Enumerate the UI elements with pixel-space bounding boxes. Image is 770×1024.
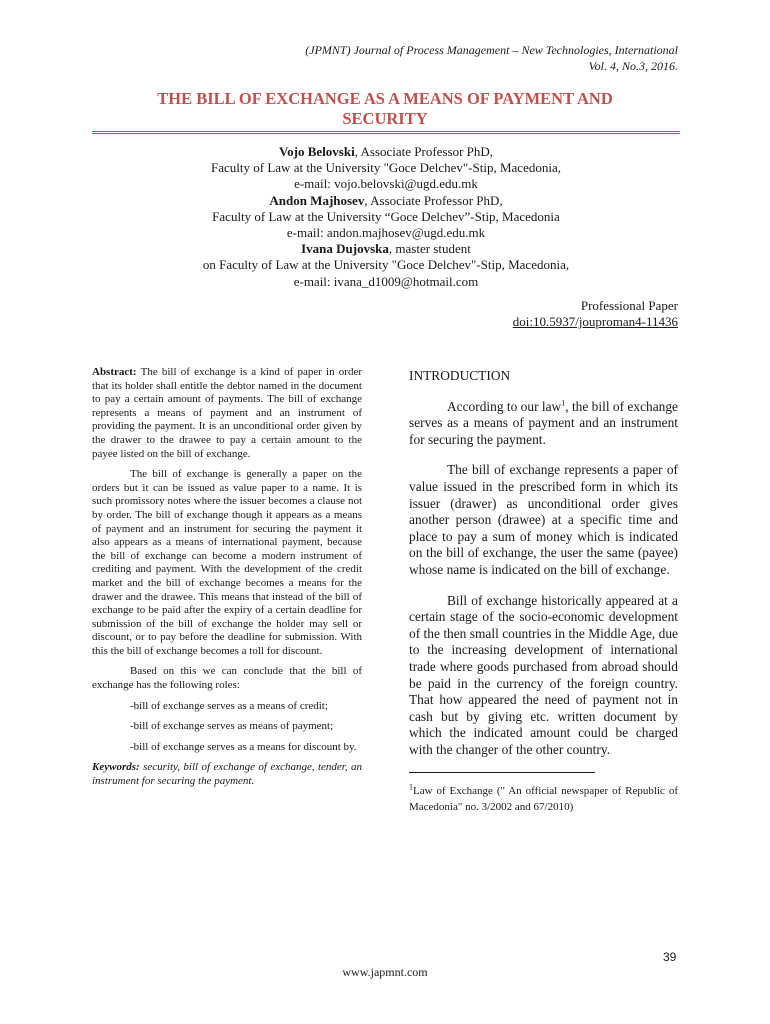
author-email: e-mail: ivana_d1009@hotmail.com xyxy=(293,273,479,289)
author-affiliation: Faculty of Law at the University “Goce Delchev”-Stip, Macedonia xyxy=(212,208,560,224)
author-name: Andon Majhosev xyxy=(269,192,365,208)
author-role: , master student xyxy=(388,241,471,257)
author-line xyxy=(92,144,680,160)
role-item: -bill of exchange serves as a means of credit; xyxy=(130,699,328,712)
intro-text: , the bill of exchange serves as a means of payment and an instrument for securing the payment. xyxy=(409,398,678,447)
footnote-mark: 1 xyxy=(409,782,413,792)
intro-paragraph-1 xyxy=(409,399,678,449)
paper-title xyxy=(90,89,680,129)
abstract-paragraph-3: Based on this we can conclude that the bill of exchange has the following roles: xyxy=(92,665,362,692)
website-link[interactable]: www.japmnt.com xyxy=(342,965,428,979)
role-item: -bill of exchange serves as a means for discount by. xyxy=(130,740,357,753)
intro-paragraph-3: Bill of exchange historically appeared at a certain stage of the socio-economic development of the then small countries in the Middle Age, due to the increasing development of international trade where goods purchased from abroad should be paid in the currency of the foreign country. That how appeared the need of payment not in cash but by giving etc. written document by which the indicated amount could be charged with the changer of the other country. xyxy=(409,592,678,757)
paper-type: Professional Paper xyxy=(580,298,678,313)
author-affiliation: Faculty of Law at the University "Goce Delchev"-Stip, Macedonia, xyxy=(211,160,561,176)
author-name: Vojo Belovski xyxy=(278,144,355,159)
footnote-divider xyxy=(409,772,595,773)
footnote-text: Law of Exchange (" An official newspaper of Republic of Macedonia" no. 3/2002 and 67/2010) xyxy=(409,785,678,814)
abstract-paragraph xyxy=(92,366,362,461)
doi-link[interactable]: doi:10.5937/jouproman4-11436 xyxy=(512,314,678,329)
title-line-1: THE BILL OF EXCHANGE AS A MEANS OF PAYMENT AND xyxy=(157,89,613,108)
page-number: 39 xyxy=(663,950,677,964)
running-header xyxy=(305,42,678,74)
keywords-text: security, bill of exchange of exchange, tender, an instrument for securing the payment. xyxy=(92,761,363,788)
abstract-label: Abstract: xyxy=(92,366,137,378)
title-line-2: SECURITY xyxy=(342,109,428,128)
abstract-column xyxy=(92,366,362,796)
author-role: , Associate Professor PhD, xyxy=(364,192,503,208)
author-name: Ivana Dujovska xyxy=(301,241,389,257)
author-role: , Associate Professor PhD, xyxy=(354,144,494,159)
title-divider xyxy=(92,131,680,134)
intro-text: According to our law xyxy=(447,398,562,414)
journal-line: (JPMNT) Journal of Process Management – New Technologies, International xyxy=(305,43,678,57)
paper-meta xyxy=(513,298,678,330)
introduction-column xyxy=(409,368,678,815)
keywords xyxy=(92,761,362,788)
role-item: -bill of exchange serves as means of payment; xyxy=(130,720,334,733)
intro-paragraph-2: The bill of exchange represents a paper of value issued in the prescribed form in which its issuer (drawer) as unconditional order gives another person (drawee) at a specific time and place to pay a sum of money which is indicated on the bill of exchange, the user the same (payee) whose name is indicated on the bill of exchange. xyxy=(409,462,678,577)
keywords-label: Keywords: xyxy=(92,761,140,774)
author-affiliation: on Faculty of Law at the University "Goce Delchev"-Stip, Macedonia, xyxy=(202,257,570,273)
footnote-ref[interactable]: 1 xyxy=(561,398,566,408)
author-line xyxy=(92,241,680,257)
footnote xyxy=(409,783,678,815)
author-email: e-mail: vojo.belovski@ugd.edu.mk xyxy=(294,176,478,192)
author-line xyxy=(92,193,680,209)
author-block xyxy=(92,144,680,290)
section-heading: INTRODUCTION xyxy=(409,368,511,383)
author-email: e-mail: andon.majhosev@ugd.edu.mk xyxy=(286,225,486,241)
volume-line: Vol. 4, No.3, 2016. xyxy=(588,59,678,73)
abstract-paragraph-2: The bill of exchange is generally a paper on the orders but it can be issued as value paper to a name. It is such promissory notes where the issuer becomes a clause not by order. The bill of exchange though it appears as a means of payment and an instrument for securing the payment it also appears as a means of international payment, because the bill of exchange can become a modern instrument of crediting and payment. With the development of the credit market and the bill of exchange becomes a means for the drawer and the drawee. This means that instead of the bill of exchange to be paid after the expiry of a certain deadline for submission of the bill of exchange the holder may sell or discount, or to pay before the deadline for submission. With this the bill of exchange becomes a toll for discount. xyxy=(92,468,362,657)
abstract-text: The bill of exchange is a kind of paper in order that its holder shall entitle the debtor named in the document to pay a certain amount of payments. The bill of exchange represents a means of payment and an instrument of providing the payment. It is an unconditional order given by the drawer to the drawee to pay a certain amount to the payee listed on the bill of exchange. xyxy=(92,366,362,460)
